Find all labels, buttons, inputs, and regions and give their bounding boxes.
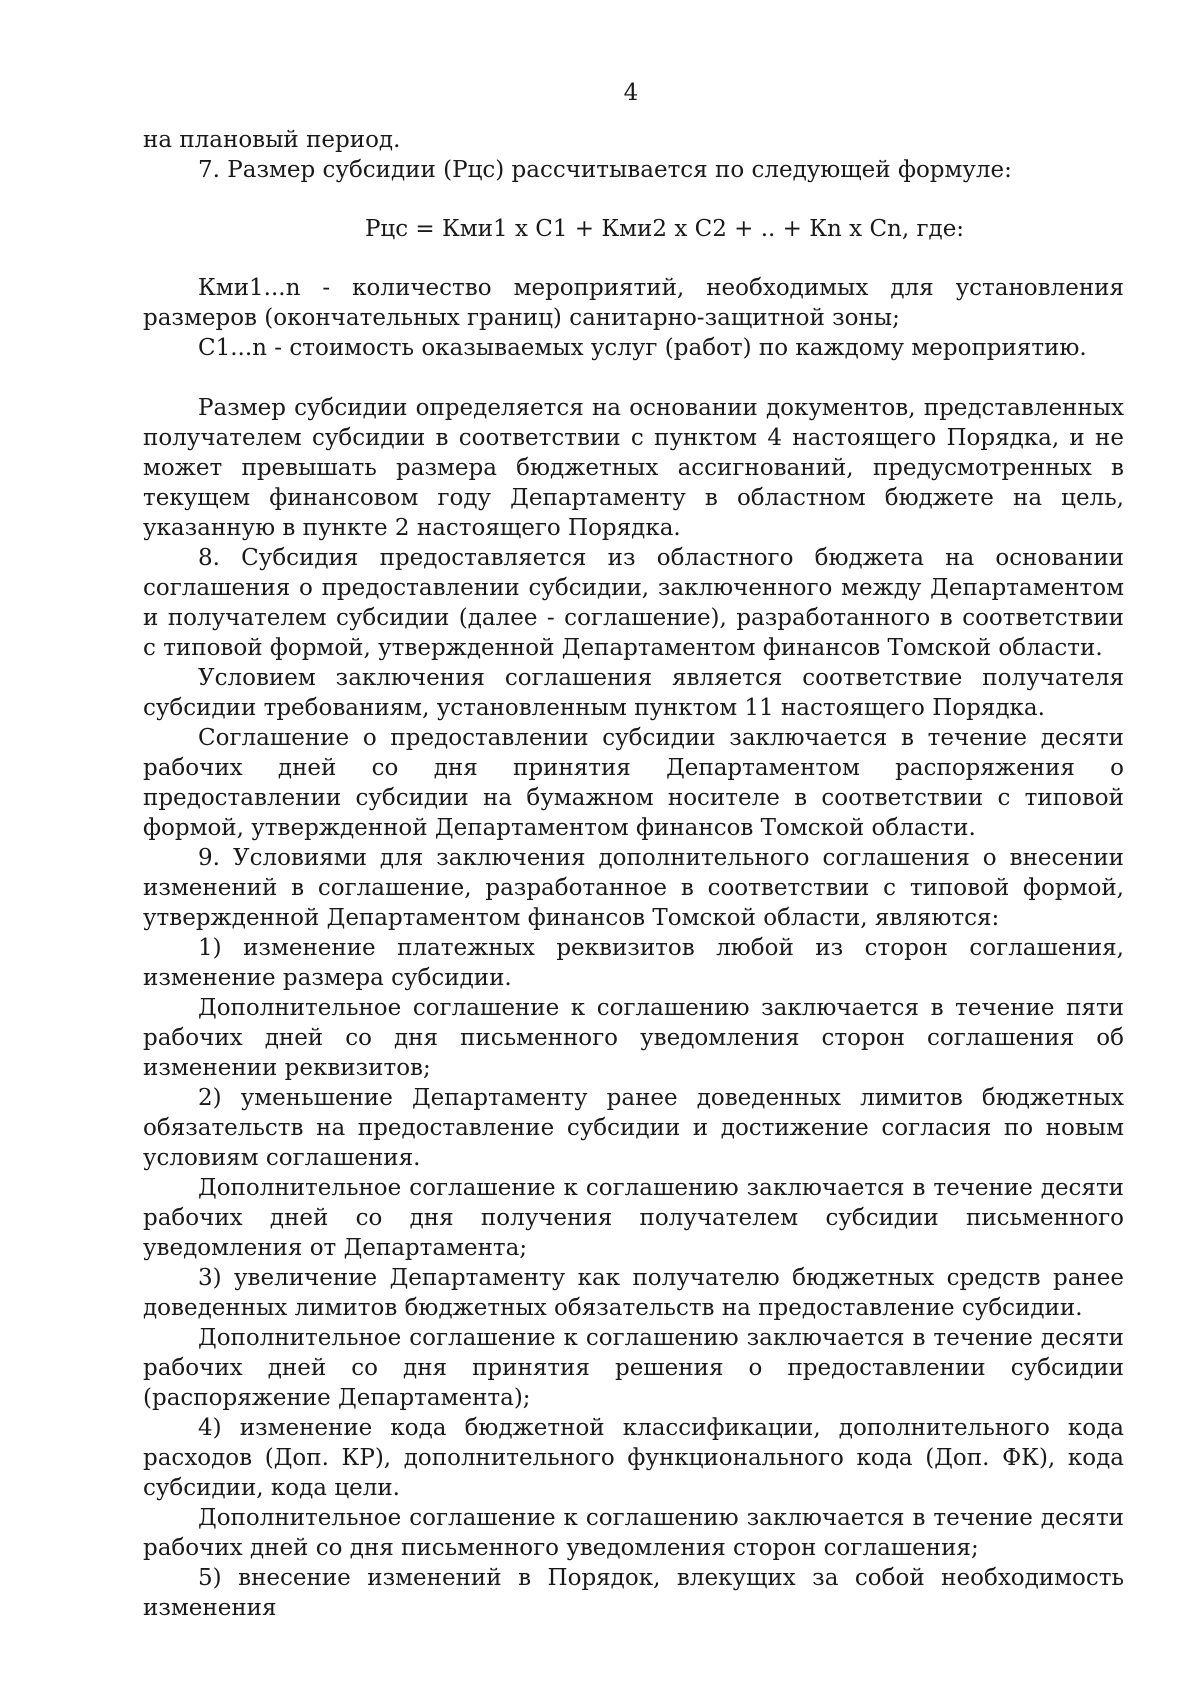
paragraph-item-4-term: Дополнительное соглашение к соглашению заключается в течение десяти рабочих дней со дня письменного уведомления сторон соглашения;	[143, 1505, 1124, 1561]
paragraph-item-2: 2) уменьшение Департаменту ранее доведенных лимитов бюджетных обязательств на предоставление субсидии и достижение согласия по новым условиям соглашения.	[143, 1085, 1124, 1171]
paragraph-agreement-term: Соглашение о предоставлении субсидии заключается в течение десяти рабочих дней со дня принятия Департаментом распоряжения о предоставлении субсидии на бумажном носителе в соответствии с типовой формой, утвержденной Департаментом финансов Томской области.	[143, 725, 1124, 841]
paragraph-kmi-definition: Кми1...n - количество мероприятий, необходимых для установления размеров (окончательных границ) санитарно-защитной зоны;	[143, 275, 1124, 331]
paragraph-planning-period: на плановый период.	[143, 127, 401, 153]
subsidy-formula: Рцс = Кми1 х С1 + Кми2 х С2 + .. + Кn х Сn, где:	[364, 216, 965, 242]
paragraph-8: 8. Субсидия предоставляется из областного бюджета на основании соглашения о предоставлении субсидии, заключенного между Департаментом и получателем субсидии (далее - соглашение), разработанного в соответствии с типовой формой, утвержденной Департаментом финансов Томской области.	[143, 545, 1124, 661]
paragraph-item-1: 1) изменение платежных реквизитов любой из сторон соглашения, изменение размера субсидии.	[143, 935, 1124, 991]
paragraph-agreement-condition: Условием заключения соглашения является соответствие получателя субсидии требованиям, установленным пунктом 11 настоящего Порядка.	[143, 665, 1124, 721]
paragraph-item-1-term: Дополнительное соглашение к соглашению заключается в течение пяти рабочих дней со дня письменного уведомления сторон соглашения об изменении реквизитов;	[143, 995, 1124, 1081]
paragraph-c-definition: С1...n - стоимость оказываемых услуг (работ) по каждому мероприятию.	[198, 335, 1087, 361]
paragraph-subsidy-size: Размер субсидии определяется на основании документов, представленных получателем субсидии в соответствии с пунктом 4 настоящего Порядка, и не может превышать размера бюджетных ассигнований, предусмотренных в текущем финансовом году Департаменту в областном бюджете на цель, указанную в пункте 2 настоящего Порядка.	[143, 395, 1124, 541]
paragraph-7-intro: 7. Размер субсидии (Рцс) рассчитывается по следующей формуле:	[198, 157, 1012, 183]
paragraph-item-2-term: Дополнительное соглашение к соглашению заключается в течение десяти рабочих дней со дня получения получателем субсидии письменного уведомления от Департамента;	[143, 1175, 1124, 1261]
page-number: 4	[623, 80, 639, 106]
paragraph-item-3-term: Дополнительное соглашение к соглашению заключается в течение десяти рабочих дней со дня принятия решения о предоставлении субсидии (распоряжение Департамента);	[143, 1325, 1124, 1411]
document-body	[143, 125, 1124, 1623]
paragraph-9: 9. Условиями для заключения дополнительного соглашения о внесении изменений в соглашение, разработанное в соответствии с типовой формой, утвержденной Департаментом финансов Томской области, являются:	[143, 845, 1124, 931]
paragraph-item-3: 3) увеличение Департаменту как получателю бюджетных средств ранее доведенных лимитов бюджетных обязательств на предоставление субсидии.	[143, 1265, 1124, 1321]
paragraph-item-5: 5) внесение изменений в Порядок, влекущих за собой необходимость изменения	[143, 1565, 1124, 1621]
paragraph-item-4: 4) изменение кода бюджетной классификации, дополнительного кода расходов (Доп. КР), дополнительного функционального кода (Доп. ФК), кода субсидии, кода цели.	[143, 1415, 1124, 1501]
